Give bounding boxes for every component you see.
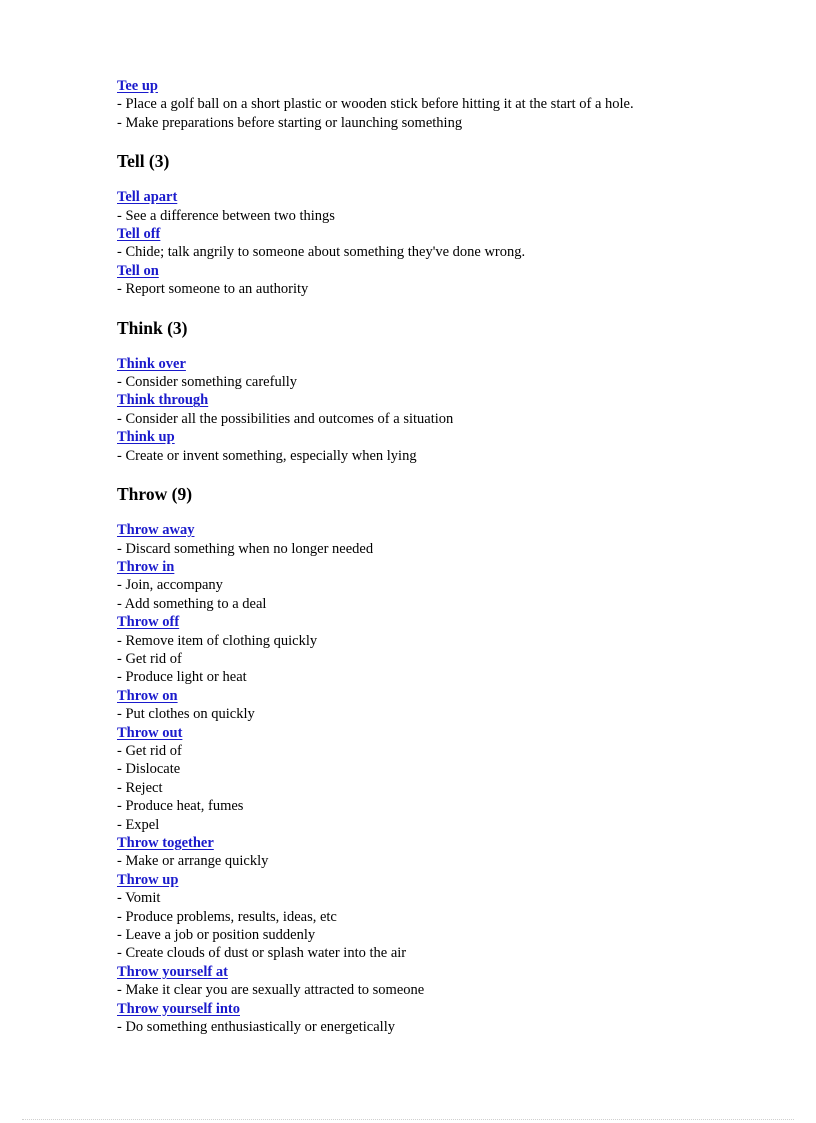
phrasal-verb-link[interactable]: Throw together <box>117 835 214 851</box>
phrasal-verb-link[interactable]: Throw yourself into <box>117 1000 240 1017</box>
definition-line: - Consider something carefully <box>117 374 297 391</box>
definition-line: - Remove item of clothing quickly <box>117 632 318 649</box>
definition-line: - Discard something when no longer needed <box>117 540 374 557</box>
phrasal-verb-list <box>117 77 797 1036</box>
phrasal-verb-link[interactable]: Tee up <box>117 78 158 94</box>
definition-line: - Make it clear you are sexually attracted to someone <box>117 982 425 999</box>
phrasal-verb-link[interactable]: Throw away <box>117 522 195 539</box>
phrasal-verb-link[interactable]: Throw on <box>117 687 178 704</box>
definition-line: - Get rid of <box>117 742 182 759</box>
phrasal-verb-link[interactable]: Throw off <box>117 614 180 631</box>
phrasal-verb-link[interactable]: Throw in <box>117 558 175 575</box>
definition-line: - Produce heat, fumes <box>117 798 244 815</box>
definition-line: - Create clouds of dust or splash water into the air <box>117 945 407 962</box>
phrasal-verb-link[interactable]: Throw yourself at <box>117 963 228 980</box>
definition-line: - Do something enthusiastically or energetically <box>117 1019 395 1036</box>
section-heading: Think (3) <box>117 317 188 338</box>
definition-line: - Produce light or heat <box>117 669 247 686</box>
phrasal-verb-link[interactable]: Throw out <box>117 724 183 741</box>
page-bottom-divider <box>22 1119 794 1120</box>
phrasal-verb-link[interactable]: Think up <box>117 429 175 446</box>
definition-line: - Chide; talk angrily to someone about something they've done wrong. <box>117 244 526 261</box>
phrasal-verb-link[interactable]: Tell apart <box>117 189 178 206</box>
definition-line: - Create or invent something, especially when lying <box>117 447 417 464</box>
definition-line: - See a difference between two things <box>117 207 335 224</box>
phrasal-verb-link[interactable]: Tell on <box>117 262 159 279</box>
definition-line: - Report someone to an authority <box>117 281 309 298</box>
phrasal-verb-link[interactable]: Tell off <box>117 226 161 243</box>
phrasal-verb-link[interactable]: Think over <box>117 355 186 372</box>
definition-line: - Add something to a deal <box>117 595 267 612</box>
definition-line: - Vomit <box>117 890 161 907</box>
definition-line: - Put clothes on quickly <box>117 706 255 723</box>
phrasal-verb-link[interactable]: Think through <box>117 392 209 409</box>
definition-line: - Leave a job or position suddenly <box>117 927 316 944</box>
definition-line: - Dislocate <box>117 761 181 778</box>
definition-line: - Consider all the possibilities and outcomes of a situation <box>117 410 454 427</box>
section-heading: Throw (9) <box>117 484 193 505</box>
definition-line: - Expel <box>117 816 160 833</box>
definition-line: - Produce problems, results, ideas, etc <box>117 908 337 925</box>
definition-line: - Get rid of <box>117 650 182 667</box>
phrasal-verb-link[interactable]: Throw up <box>117 871 179 888</box>
definition-line: - Make or arrange quickly <box>117 853 269 870</box>
definition-line: - Place a golf ball on a short plastic or wooden stick before hitting it at the start of a hole. <box>117 96 634 113</box>
definition-line: - Reject <box>117 779 163 796</box>
section-heading: Tell (3) <box>117 151 170 172</box>
definition-line: - Make preparations before starting or launching something <box>117 114 463 131</box>
definition-line: - Join, accompany <box>117 577 223 594</box>
